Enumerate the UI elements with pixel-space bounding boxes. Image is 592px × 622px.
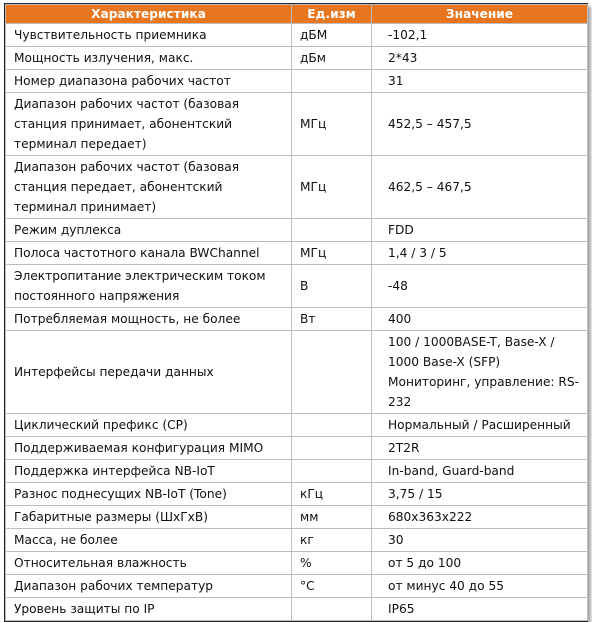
unit-cell: В — [292, 265, 372, 308]
unit-cell: МГц — [292, 93, 372, 156]
unit-cell — [292, 331, 372, 414]
unit-cell: дБМ — [292, 24, 372, 47]
characteristic-cell: Габаритные размеры (ШхГхВ) — [6, 506, 292, 529]
characteristic-cell: Номер диапазона рабочих частот — [6, 70, 292, 93]
table-row — [6, 265, 588, 308]
characteristic-cell: Поддержка интерфейса NB-IoT — [6, 460, 292, 483]
table-row — [6, 308, 588, 331]
header-row — [6, 5, 588, 24]
header-value: Значение — [372, 5, 588, 24]
characteristic-cell: Потребляемая мощность, не более — [6, 308, 292, 331]
unit-cell: МГц — [292, 242, 372, 265]
value-cell: от минус 40 до 55 — [372, 575, 588, 598]
characteristic-cell: Уровень защиты по IP — [6, 598, 292, 621]
table-row — [6, 93, 588, 156]
table-row — [6, 552, 588, 575]
value-cell: 31 — [372, 70, 588, 93]
characteristic-cell: Масса, не более — [6, 529, 292, 552]
unit-cell — [292, 414, 372, 437]
value-cell: Нормальный / Расширенный — [372, 414, 588, 437]
unit-cell — [292, 70, 372, 93]
table-row — [6, 506, 588, 529]
table-row — [6, 156, 588, 219]
value-cell: 452,5 – 457,5 — [372, 93, 588, 156]
characteristic-cell: Диапазон рабочих температур — [6, 575, 292, 598]
value-cell: 1,4 / 3 / 5 — [372, 242, 588, 265]
characteristic-cell: Мощность излучения, макс. — [6, 47, 292, 70]
header-unit: Ед.изм — [292, 5, 372, 24]
unit-cell: МГц — [292, 156, 372, 219]
table-row — [6, 483, 588, 506]
value-cell: 30 — [372, 529, 588, 552]
unit-cell — [292, 437, 372, 460]
characteristic-cell: Интерфейсы передачи данных — [6, 331, 292, 414]
value-cell: 100 / 1000BASE-T, Base-X / 1000 Base-X (SFP) Мониторинг, управление: RS-232 — [372, 331, 588, 414]
characteristic-cell: Полоса частотного канала BWChannel — [6, 242, 292, 265]
value-cell: -102,1 — [372, 24, 588, 47]
table-row — [6, 70, 588, 93]
characteristic-cell: Относительная влажность — [6, 552, 292, 575]
unit-cell: мм — [292, 506, 372, 529]
spec-table-frame — [4, 3, 588, 622]
value-cell: 2*43 — [372, 47, 588, 70]
table-row — [6, 575, 588, 598]
unit-cell: Вт — [292, 308, 372, 331]
table-row — [6, 242, 588, 265]
characteristic-cell: Чувствительность приемника — [6, 24, 292, 47]
unit-cell — [292, 460, 372, 483]
table-row — [6, 460, 588, 483]
characteristic-cell: Электропитание электрическим током постоянного напряжения — [6, 265, 292, 308]
unit-cell: кг — [292, 529, 372, 552]
table-body — [6, 24, 588, 621]
value-cell: -48 — [372, 265, 588, 308]
table-row — [6, 47, 588, 70]
header-characteristic: Характеристика — [6, 5, 292, 24]
unit-cell — [292, 598, 372, 621]
table-row — [6, 529, 588, 552]
unit-cell: дБм — [292, 47, 372, 70]
characteristic-cell: Разнос поднесущих NB-IoT (Tone) — [6, 483, 292, 506]
value-cell: 680х363х222 — [372, 506, 588, 529]
unit-cell: кГц — [292, 483, 372, 506]
spec-table — [5, 4, 588, 621]
value-cell: 462,5 – 467,5 — [372, 156, 588, 219]
characteristic-cell: Диапазон рабочих частот (базовая станция принимает, абонентский терминал передает) — [6, 93, 292, 156]
unit-cell — [292, 219, 372, 242]
table-row — [6, 24, 588, 47]
characteristic-cell: Режим дуплекса — [6, 219, 292, 242]
unit-cell: % — [292, 552, 372, 575]
value-cell: FDD — [372, 219, 588, 242]
characteristic-cell: Циклический префикс (CP) — [6, 414, 292, 437]
unit-cell: °C — [292, 575, 372, 598]
table-row — [6, 219, 588, 242]
value-cell: In-band, Guard-band — [372, 460, 588, 483]
value-cell: 2T2R — [372, 437, 588, 460]
value-cell: от 5 до 100 — [372, 552, 588, 575]
table-row — [6, 598, 588, 621]
characteristic-cell: Поддерживаемая конфигурация MIMO — [6, 437, 292, 460]
characteristic-cell: Диапазон рабочих частот (базовая станция передает, абонентский терминал принимает) — [6, 156, 292, 219]
table-row — [6, 331, 588, 414]
table-row — [6, 414, 588, 437]
value-cell: 3,75 / 15 — [372, 483, 588, 506]
value-cell: IP65 — [372, 598, 588, 621]
value-cell: 400 — [372, 308, 588, 331]
table-row — [6, 437, 588, 460]
